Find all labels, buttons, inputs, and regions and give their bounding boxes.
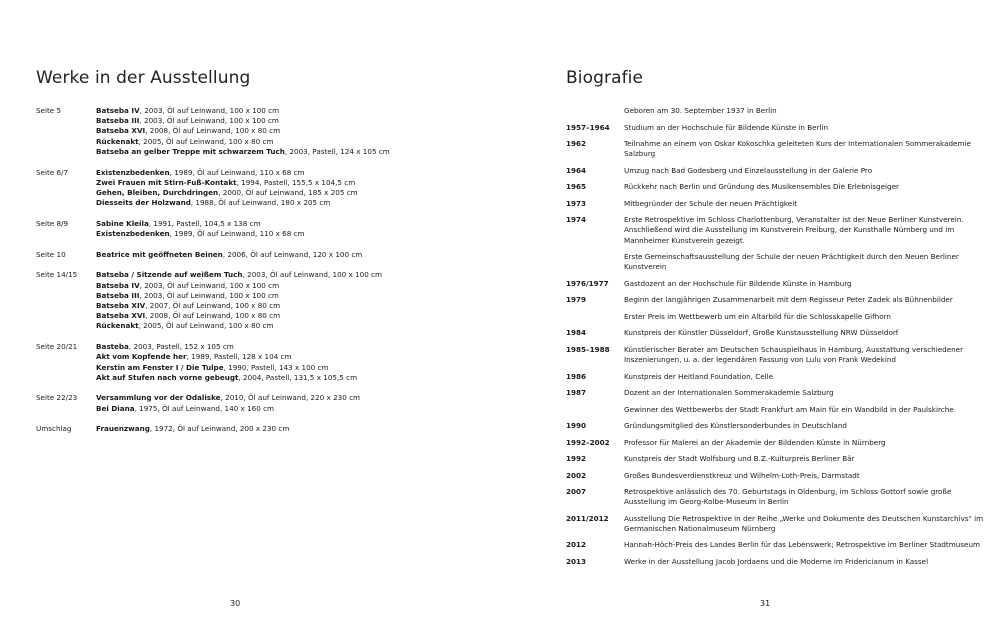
bio-entry [566,405,986,415]
work-entry [96,342,476,352]
bio-entry [566,182,986,192]
work-entry [96,373,476,383]
bio-entry [566,199,986,209]
bio-year: 1965 [566,182,587,192]
work-details: , 2005, Öl auf Leinwand, 100 x 80 cm [138,321,274,331]
bio-year [566,106,624,116]
works-group [36,168,476,209]
work-title: Zwei Frauen mit Stirn-Fuß-Kontakt [96,177,237,187]
bio-entry [566,123,986,133]
work-details: , 1989, Öl auf Leinwand, 110 x 68 cm [169,229,305,239]
work-details: , 2008, Öl auf Leinwand, 100 x 80 cm [145,311,281,321]
work-details: , 1988, Öl auf Leinwand, 180 x 205 cm [190,198,331,208]
bio-year [566,405,624,415]
bio-entry [566,388,986,398]
works-page-label: Seite 20/21 [36,342,78,352]
bio-entry [566,438,986,448]
bio-entry [566,252,986,272]
work-entry [96,198,476,208]
bio-text: Mitbegründer der Schule der neuen Prächtigkeit [624,198,798,208]
work-entry [96,126,476,136]
bio-text: Geboren am 30. September 1937 in Berlin [624,106,777,115]
work-title: Sabine Kleila [96,218,149,228]
works-group [36,424,476,434]
work-details: , 2007, Öl auf Leinwand, 100 x 80 cm [145,301,281,311]
works-group [36,250,476,260]
work-title: Basteba [96,342,129,352]
bio-text: Gewinner des Wettbewerbs der Stadt Frankfurt am Main für ein Wandbild in der Paulskirche [624,404,954,414]
work-details: , 1972, Öl auf Leinwand, 200 x 230 cm [149,424,290,434]
bio-text: Erster Preis im Wettbewerb um ein Altarbild für die Schlosskapelle Gifhorn [624,311,891,321]
bio-year: 2002 [566,470,587,480]
bio-entry [566,557,986,567]
work-title: Frauenzwang [96,424,150,434]
bio-text: Erste Gemeinschaftsausstellung der Schule der neuen Prächtigkeit durch den Neuen Berliner Kunstverein [624,252,959,272]
work-entry [96,137,476,147]
bio-entry [566,345,986,365]
bio-year: 1979 [566,295,587,305]
work-title: Bei Diana [96,403,135,413]
bio-text: Ausstellung Die Retrospektive in der Reihe „Werke und Dokumente des Deutschen Kunstarchivs" im Germanischen Nationalmuseum Nürnberg [624,513,984,533]
work-entry [96,281,476,291]
work-title: Akt auf Stufen nach vorne gebeugt [96,372,239,382]
bio-entry [566,166,986,176]
works-group [36,342,476,383]
works-page-label: Seite 6/7 [36,167,69,177]
works-title: Werke in der Ausstellung [36,68,251,88]
bio-entry [566,139,986,159]
work-title: Gehen, Bleiben, Durchdringen [96,187,219,197]
bio-year: 1964 [566,165,587,175]
work-entry [96,404,476,414]
work-title: Versammlung vor der Odaliske [96,393,221,403]
bio-entry [566,372,986,382]
work-entry [96,106,476,116]
bio-text: Studium an der Hochschule für Bildende Künste in Berlin [624,122,829,132]
work-title: Batseba III [96,116,140,126]
bio-year: 1974 [566,215,587,225]
bio-entry [566,295,986,305]
work-details: , 2003, Öl auf Leinwand, 100 x 100 cm [139,106,280,115]
work-details: , 2003, Öl auf Leinwand, 100 x 100 cm [139,280,280,290]
bio-text: Professor für Malerei an der Akademie der Bildenden Künste in Nürnberg [624,437,886,447]
work-title: Kerstin am Fenster I / Die Tulpe [96,362,224,372]
bio-text: Werke in der Ausstellung Jacob Jordaens und die Moderne im Fridericianum in Kassel [624,556,929,566]
bio-year [566,312,624,322]
biography-title: Biografie [566,68,644,88]
work-details: , 2010, Öl auf Leinwand, 220 x 230 cm [220,393,361,403]
work-details: , 2006, Öl auf Leinwand, 120 x 100 cm [222,249,363,259]
page-number-left: 30 [230,599,241,608]
bio-entry [566,514,986,534]
bio-year: 1962 [566,139,587,148]
works-page-label: Seite 5 [36,106,62,115]
bio-year: 1992 [566,454,587,464]
work-details: , 2004, Pastell, 131,5 x 105,5 cm [238,372,358,382]
work-entry [96,363,476,373]
work-title: Batseba an gelber Treppe mit schwarzem Tuch [96,146,285,156]
bio-year: 1957–1964 [566,122,610,132]
bio-entry [566,328,986,338]
work-details: , 1989, Pastell, 128 x 104 cm [186,352,292,362]
bio-text: Kunstpreis der Heitland Foundation, Celle [624,371,774,381]
bio-text: Dozent an der Internationalen Sommerakademie Salzburg [624,388,834,398]
bio-year: 1985–1988 [566,344,610,354]
bio-text: Gastdozent an der Hochschule für Bildende Künste in Hamburg [624,278,852,288]
work-details: , 2008, Öl auf Leinwand, 100 x 80 cm [145,126,281,136]
works-page-label: Seite 22/23 [36,393,78,403]
bio-text: Beginn der langjährigen Zusammenarbeit mit dem Regisseur Peter Zadek als Bühnenbilder [624,295,953,305]
bio-year: 2007 [566,487,587,497]
bio-year: 1986 [566,371,587,381]
biography-list [566,106,986,573]
work-entry [96,250,476,260]
works-page-label: Umschlag [36,424,72,434]
work-entry [96,291,476,301]
works-page-label: Seite 8/9 [36,218,69,228]
work-title: Existenzbedenken [96,167,170,177]
work-title: Batseba XVI [96,126,146,136]
bio-text: Umzug nach Bad Godesberg und Einzelausstellung in der Galerie Pro [624,165,873,175]
work-entry [96,147,476,157]
works-list [36,106,476,445]
work-details: , 2003, Öl auf Leinwand, 100 x 100 cm [139,116,279,126]
bio-text: Hannah-Höch-Preis des Landes Berlin für das Lebenswerk; Retrospektive im Berliner Stadtmuseum [624,540,981,550]
work-title: Existenzbedenken [96,229,170,239]
work-entry [96,301,476,311]
works-group [36,106,476,157]
bio-text: Großes Bundesverdienstkreuz und Wilhelm-Loth-Preis, Darmstadt [624,470,860,480]
work-entry [96,168,476,178]
work-title: Rückenakt [96,321,139,331]
bio-text: Künstlerischer Berater am Deutschen Schauspielhaus in Hamburg, Ausstattung verschiedener Inszenierungen, u. a. der legendären Fassung von Lulu von Frank Wedekind [624,344,964,365]
works-group [36,219,476,239]
work-entry [96,393,476,403]
work-entry [96,178,476,188]
bio-year: 2011/2012 [566,513,609,523]
bio-year: 1990 [566,421,587,431]
bio-year: 2012 [566,540,587,550]
work-details: , 1975, Öl auf Leinwand, 140 x 160 cm [134,403,275,413]
bio-entry [566,540,986,550]
work-title: Akt vom Kopfende her [96,352,187,362]
work-entry [96,311,476,321]
bio-entry [566,106,986,116]
bio-text: Kunstpreis der Stadt Wolfsburg und B.Z.-Kulturpreis Berliner Bär [624,454,855,464]
bio-text: Kunstpreis der Künstler Düsseldorf, Große Kunstausstellung NRW Düsseldorf [624,328,899,338]
work-title: Beatrice mit geöffneten Beinen [96,249,223,259]
work-entry [96,352,476,362]
work-entry [96,424,476,434]
bio-year: 1973 [566,198,587,208]
bio-year: 2013 [566,556,587,566]
work-details: , 2005, Öl auf Leinwand, 100 x 80 cm [138,136,274,146]
bio-year [566,252,624,272]
work-details: , 2003, Pastell, 152 x 105 cm [128,342,234,352]
bio-entry [566,279,986,289]
bio-text: Erste Retrospektive im Schloss Charlottenburg, Veranstalter ist der Neue Berliner Kunstverein. Anschließend wird die Ausstellung im Kunstverein Freiburg, der Kunsthalle Nürnberg und im Mannheimer Kunstverein gezeigt. [624,215,964,245]
work-details: , 2003, Pastell, 124 x 105 cm [284,146,390,156]
work-title: Batseba XIV [96,301,146,311]
work-details: , 1994, Pastell, 155,5 x 104,5 cm [236,177,356,187]
work-details: , 1989, Öl auf Leinwand, 110 x 68 cm [169,167,305,177]
bio-text: Rückkehr nach Berlin und Gründung des Musikensembles Die Erlebnisgeiger [624,182,899,192]
bio-year: 1984 [566,328,587,338]
works-page-label: Seite 10 [36,249,66,259]
work-entry [96,229,476,239]
work-title: Batseba XVI [96,311,146,321]
work-entry [96,116,476,126]
bio-text: Teilnahme an einem von Oskar Kokoschka geleiteten Kurs der Internationalen Sommerakademie Salzburg [624,139,971,159]
page-number-right: 31 [760,599,771,608]
work-details: , 1991, Pastell, 104,5 x 138 cm [148,218,261,228]
work-details: , 1990, Pastell, 143 x 100 cm [223,362,329,372]
work-title: Batseba / Sitzende auf weißem Tuch [96,270,243,280]
bio-text: Retrospektive anlässlich des 70. Geburtstags in Oldenburg, im Schloss Gottorf sowie große Ausstellung im Georg-Kolbe-Museum in Berlin [624,487,952,507]
work-entry [96,321,476,331]
bio-entry [566,471,986,481]
work-details: , 2003, Öl auf Leinwand, 100 x 100 cm [242,270,383,280]
bio-entry [566,454,986,464]
bio-year: 1987 [566,388,587,398]
work-details: , 2000, Öl auf Leinwand, 185 x 205 cm [218,187,358,197]
bio-entry [566,215,986,246]
bio-entry [566,312,986,322]
work-title: Batseba III [96,290,140,300]
bio-year: 1992–2002 [566,437,610,447]
works-group [36,393,476,413]
works-page-label: Seite 14/15 [36,270,78,280]
work-title: Diesseits der Holzwand [96,198,191,208]
work-entry [96,188,476,198]
work-details: , 2003, Öl auf Leinwand, 100 x 100 cm [139,290,279,300]
work-title: Batseba IV [96,280,140,290]
bio-entry [566,421,986,431]
work-entry [96,219,476,229]
bio-text: Gründungsmitglied des Künstlersonderbundes in Deutschland [624,421,847,431]
work-title: Rückenakt [96,136,139,146]
work-title: Batseba IV [96,106,140,115]
bio-entry [566,487,986,507]
work-entry [96,270,476,280]
bio-year: 1976/1977 [566,278,609,288]
works-group [36,270,476,331]
right-page [500,0,1000,643]
